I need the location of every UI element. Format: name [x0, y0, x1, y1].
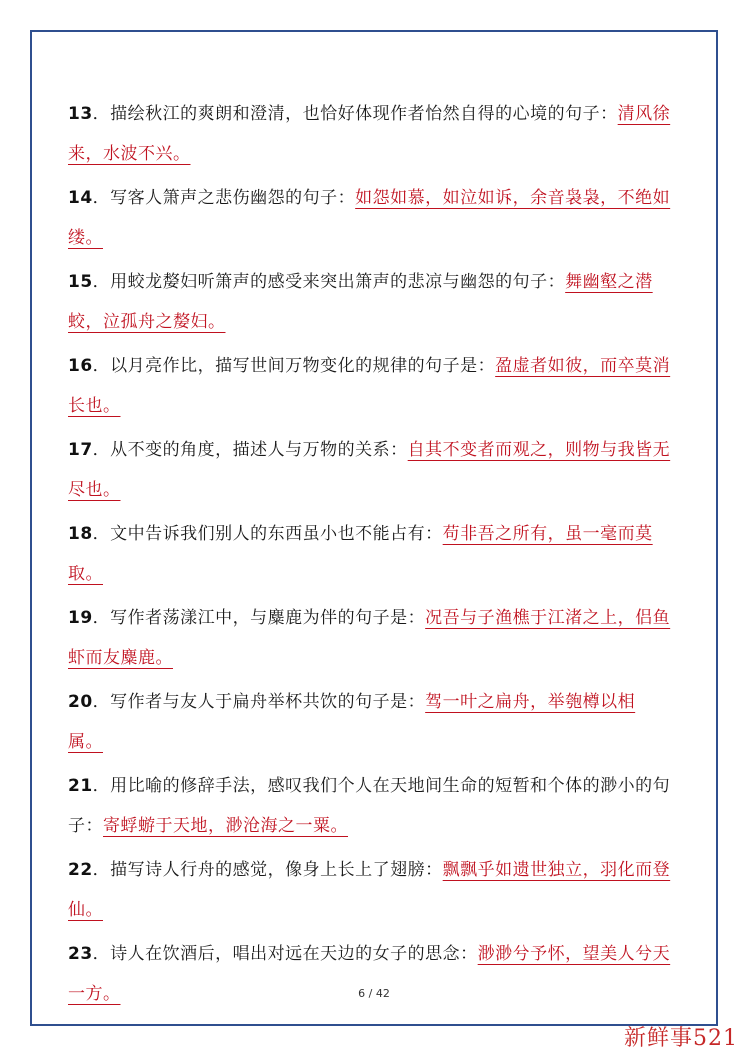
- item-question: ．描绘秋江的爽朗和澄清，也恰好体现作者怡然自得的心境的句子：: [92, 104, 618, 124]
- item-number: 14: [68, 188, 93, 208]
- item-number: 16: [68, 356, 93, 376]
- item-answer: 况吾与子渔樵于江渚之上，侣鱼虾而友麋鹿。: [68, 608, 671, 668]
- item-answer: 驾一叶之扁舟，举匏樽以相属。: [68, 692, 636, 752]
- list-item: [68, 430, 684, 510]
- item-answer: 苟非吾之所有，虽一毫而莫取。: [68, 524, 653, 584]
- item-number: 13: [68, 104, 93, 124]
- item-answer: 渺渺兮予怀，望美人兮天一方。: [68, 944, 671, 1004]
- list-item: [68, 178, 684, 258]
- item-answer: 飘飘乎如遗世独立，羽化而登仙。: [68, 860, 671, 920]
- list-item: [68, 94, 684, 174]
- item-number: 21: [68, 776, 93, 796]
- list-item: [68, 346, 684, 426]
- watermark: 新鲜事521: [624, 1026, 738, 1051]
- item-number: 18: [68, 524, 93, 544]
- item-question: ．从不变的角度，描述人与万物的关系：: [92, 440, 408, 460]
- item-question: ．用比喻的修辞手法，感叹我们个人在天地间生命的短暂和个体的渺小的句子：: [68, 776, 671, 836]
- item-question: ．描写诗人行舟的感觉，像身上长上了翅膀：: [92, 860, 443, 880]
- item-question: ．写客人箫声之悲伤幽怨的句子：: [92, 188, 356, 208]
- item-answer: 寄蜉蝣于天地，渺沧海之一粟。: [103, 816, 348, 836]
- list-item: [68, 682, 684, 762]
- list-item: [68, 766, 684, 846]
- item-question: ．以月亮作比，描写世间万物变化的规律的句子是：: [92, 356, 496, 376]
- page-number: 6 / 42: [358, 987, 390, 1000]
- item-number: 19: [68, 608, 93, 628]
- item-number: 17: [68, 440, 93, 460]
- page-frame: [30, 30, 718, 1026]
- item-question: ．文中告诉我们别人的东西虽小也不能占有：: [92, 524, 443, 544]
- item-question: ．诗人在饮酒后，唱出对远在天边的女子的思念：: [92, 944, 478, 964]
- item-number: 22: [68, 860, 93, 880]
- item-question: ．写作者与友人于扁舟举杯共饮的句子是：: [92, 692, 426, 712]
- list-item: [68, 598, 684, 678]
- list-item: [68, 934, 684, 1014]
- list-item: [68, 514, 684, 594]
- item-number: 23: [68, 944, 93, 964]
- list-item: [68, 850, 684, 930]
- item-number: 15: [68, 272, 93, 292]
- list-item: [68, 262, 684, 342]
- item-number: 20: [68, 692, 93, 712]
- question-list: [68, 94, 684, 1018]
- item-answer: 如怨如慕，如泣如诉，余音袅袅，不绝如缕。: [68, 188, 671, 248]
- item-answer: 盈虚者如彼，而卒莫消长也。: [68, 356, 671, 416]
- item-answer: 清风徐来，水波不兴。: [68, 104, 671, 164]
- item-question: ．用蛟龙嫠妇听箫声的感受来突出箫声的悲凉与幽怨的句子：: [92, 272, 566, 292]
- item-answer: 舞幽壑之潜蛟，泣孤舟之嫠妇。: [68, 272, 653, 332]
- item-question: ．写作者荡漾江中，与麋鹿为伴的句子是：: [92, 608, 426, 628]
- item-answer: 自其不变者而观之，则物与我皆无尽也。: [68, 440, 671, 500]
